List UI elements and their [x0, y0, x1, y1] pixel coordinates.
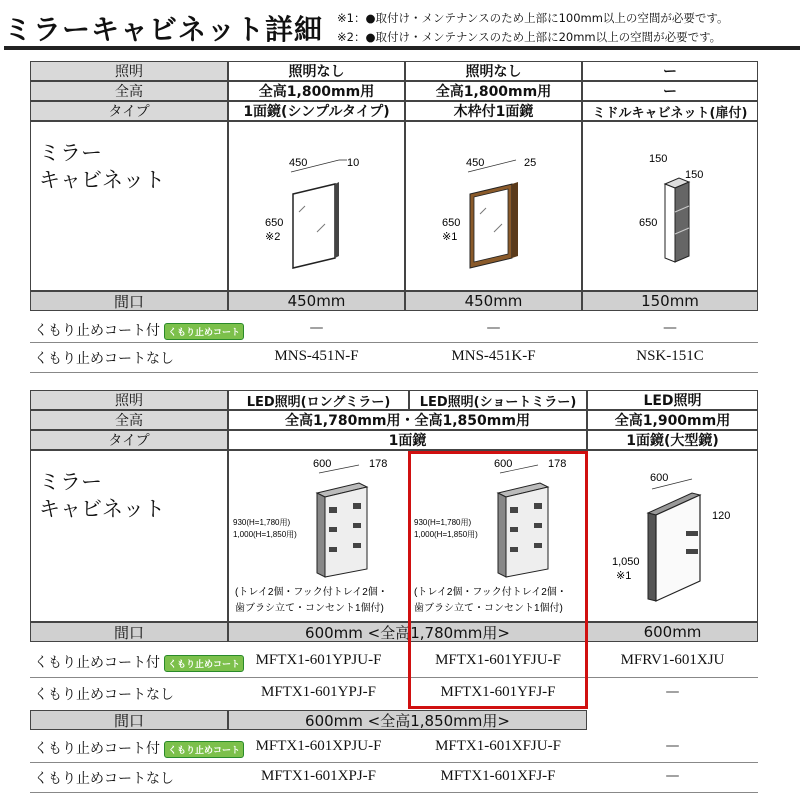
t2-frontage-1850: 600mm <全高1,850mm用>	[228, 710, 587, 730]
mirror-simple-drawing	[229, 122, 404, 290]
t1-lighting-2: 照明なし	[405, 61, 582, 81]
svg-text:450: 450	[466, 157, 485, 169]
t1-with-coat-3: —	[663, 320, 677, 336]
svg-text:※1: ※1	[442, 231, 458, 243]
note-2: ※2：●取付け・メンテナンスのため上部に20mm以上の空間が必要です。	[337, 30, 722, 44]
highlight-box	[408, 451, 588, 709]
svg-text:150: 150	[649, 153, 668, 165]
t2-divider-1	[30, 677, 758, 678]
t1-with-coat-1: —	[309, 320, 324, 336]
t1-model-1: MNS-451N-F	[274, 348, 359, 364]
t1-label-frontage: 間口	[30, 291, 228, 311]
svg-text:600: 600	[650, 472, 669, 484]
led-long-mirror-drawing	[229, 451, 408, 621]
svg-text:650: 650	[265, 217, 284, 229]
t2-lighting-1: LED照明(ロングミラー)	[228, 390, 409, 410]
t2-image-1	[228, 450, 409, 622]
t1-label-type: タイプ	[30, 101, 228, 121]
t1-image-1	[228, 121, 405, 291]
page-title: ミラーキャビネット詳細	[4, 13, 324, 46]
t2-model-yp-without: MFTX1-601YPJ-F	[260, 684, 377, 700]
t2-type-2: 1面鏡(大型鏡)	[587, 430, 758, 450]
t2-model-xp-without: MFTX1-601XPJ-F	[260, 768, 377, 784]
t2-image-3	[587, 450, 758, 622]
t1-label-height: 全高	[30, 81, 228, 101]
t2-label-with-coat-2: くもり止めコート付 くもり止めコート	[34, 738, 244, 758]
t1-with-coat-2: —	[486, 320, 501, 336]
svg-text:※2: ※2	[265, 231, 281, 243]
t2-model-xf-without: MFTX1-601XFJ-F	[440, 768, 556, 784]
svg-text:歯ブラシ立て・コンセント1個付): 歯ブラシ立て・コンセント1個付)	[235, 603, 384, 614]
svg-text:25: 25	[524, 157, 537, 169]
svg-text:930(H=1,780用): 930(H=1,780用)	[233, 518, 291, 527]
t2-label-with-coat-1: くもり止めコート付 くもり止めコート	[34, 652, 244, 672]
svg-text:(トレイ2個・フック付トレイ2個・: (トレイ2個・フック付トレイ2個・	[414, 587, 567, 598]
title-rule	[4, 46, 800, 50]
svg-text:178: 178	[369, 458, 388, 470]
svg-text:120: 120	[712, 510, 731, 522]
t1-image-3	[582, 121, 758, 291]
t1-height-2: 全高1,800mm用	[405, 81, 582, 101]
svg-text:歯ブラシ立て・コンセント1個付): 歯ブラシ立て・コンセント1個付)	[414, 603, 563, 614]
t1-lighting-3: ー	[582, 61, 758, 81]
t1-height-1: 全高1,800mm用	[228, 81, 405, 101]
anti-fog-badge: くもり止めコート	[164, 655, 244, 672]
svg-text:10: 10	[347, 157, 360, 169]
t2-side-label: ミラー キャビネット	[30, 450, 228, 622]
svg-text:※1: ※1	[616, 570, 632, 582]
t1-divider-2	[30, 372, 758, 373]
led-large-mirror-drawing	[588, 451, 757, 621]
t2-label-without-coat-1: くもり止めコートなし	[34, 687, 174, 703]
t1-height-3: ー	[582, 81, 758, 101]
svg-text:150: 150	[685, 169, 704, 181]
t1-label-with-coat: くもり止めコート付 くもり止めコート	[34, 320, 244, 340]
svg-text:1,000(H=1,850用): 1,000(H=1,850用)	[414, 530, 478, 539]
t1-frontage-1: 450mm	[228, 291, 405, 311]
svg-text:1,050: 1,050	[612, 556, 640, 568]
svg-text:650: 650	[639, 217, 658, 229]
t1-frontage-2: 450mm	[405, 291, 582, 311]
t1-label-lighting: 照明	[30, 61, 228, 81]
t2-model-rv-without: —	[665, 684, 680, 700]
t2-type-1: 1面鏡	[228, 430, 587, 450]
t2-height-2: 全高1,900mm用	[587, 410, 758, 430]
t2-label-lighting: 照明	[30, 390, 228, 410]
t2-height-1: 全高1,780mm用・全高1,850mm用	[228, 410, 587, 430]
t1-model-3: NSK-151C	[636, 348, 704, 364]
t1-divider-1	[30, 342, 758, 343]
t2-model-yf-without: MFTX1-601YFJ-F	[440, 684, 556, 700]
t2-label-frontage-2: 間口	[30, 710, 228, 730]
svg-text:(トレイ2個・フック付トレイ2個・: (トレイ2個・フック付トレイ2個・	[235, 587, 388, 598]
anti-fog-badge: くもり止めコート	[164, 323, 244, 340]
svg-text:930(H=1,780用): 930(H=1,780用)	[414, 518, 472, 527]
note-1: ※1：●取付け・メンテナンスのため上部に100mm以上の空間が必要です。	[337, 11, 729, 25]
anti-fog-badge: くもり止めコート	[164, 741, 244, 758]
svg-text:178: 178	[548, 458, 567, 470]
t1-type-2: 木枠付1面鏡	[405, 101, 582, 121]
svg-text:600: 600	[313, 458, 332, 470]
t1-model-2: MNS-451K-F	[451, 348, 536, 364]
middle-cabinet-drawing	[583, 122, 757, 290]
t2-model-rv-with: MFRV1-601XJU	[620, 652, 725, 668]
t2-model-large-with-2: —	[665, 738, 680, 754]
svg-text:450: 450	[289, 157, 308, 169]
t2-lighting-3: LED照明	[587, 390, 758, 410]
t1-frontage-3: 150mm	[582, 291, 758, 311]
t2-label-height: 全高	[30, 410, 228, 430]
t2-label-without-coat-2: くもり止めコートなし	[34, 771, 174, 787]
t2-frontage-large: 600mm	[587, 622, 758, 642]
mirror-wood-frame-drawing	[406, 122, 581, 290]
t1-label-without-coat: くもり止めコートなし	[34, 351, 174, 367]
t1-type-3: ミドルキャビネット(扉付)	[582, 101, 758, 121]
t2-model-xp-with: MFTX1-601XPJU-F	[255, 738, 382, 754]
t1-side-label: ミラー キャビネット	[30, 121, 228, 291]
t2-divider-2	[30, 762, 758, 763]
t2-model-large-without-2: —	[665, 768, 680, 784]
t1-type-1: 1面鏡(シンプルタイプ)	[228, 101, 405, 121]
svg-text:650: 650	[442, 217, 461, 229]
t1-lighting-1: 照明なし	[228, 61, 405, 81]
t2-divider-3	[30, 792, 758, 793]
t2-model-xf-with: MFTX1-601XFJU-F	[435, 738, 561, 754]
t2-label-type: タイプ	[30, 430, 228, 450]
t2-lighting-2: LED照明(ショートミラー)	[409, 390, 587, 410]
svg-text:600: 600	[494, 458, 513, 470]
t2-model-yp-with: MFTX1-601YPJU-F	[255, 652, 382, 668]
t2-model-yf-with: MFTX1-601YFJU-F	[435, 652, 561, 668]
t2-frontage-1780: 600mm <全高1,780mm用>	[228, 622, 587, 642]
t2-label-frontage-1: 間口	[30, 622, 228, 642]
t1-image-2	[405, 121, 582, 291]
svg-text:1,000(H=1,850用): 1,000(H=1,850用)	[233, 530, 297, 539]
